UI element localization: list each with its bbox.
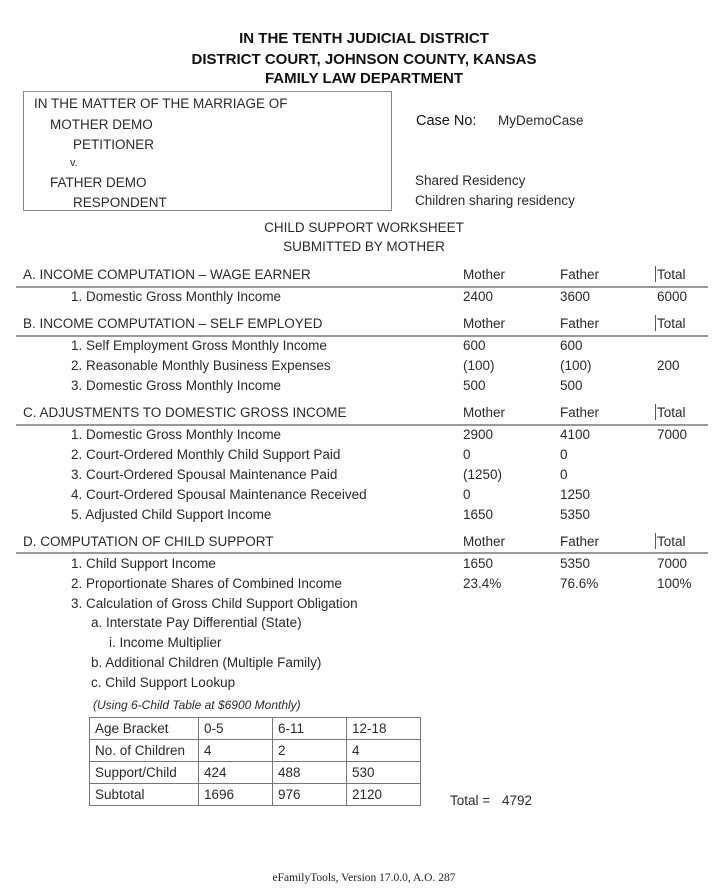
section-a-rule xyxy=(16,286,708,288)
table-cell: No. of Children xyxy=(90,740,199,762)
table-row xyxy=(90,762,421,784)
section-b-rule xyxy=(16,335,708,337)
col-total: Total xyxy=(657,267,686,282)
mother-value: 500 xyxy=(463,378,486,393)
lookup-total-value: 4792 xyxy=(502,793,533,808)
case-number-label: Case No: xyxy=(416,113,477,129)
worksheet-submitter: SUBMITTED BY MOTHER xyxy=(283,239,445,254)
father-value: 3600 xyxy=(560,289,591,304)
section-c-rule xyxy=(16,424,708,426)
mother-value: 2900 xyxy=(463,427,494,442)
table-row xyxy=(90,740,421,762)
worksheet-title: CHILD SUPPORT WORKSHEET xyxy=(264,220,464,235)
case-number-value: MyDemoCase xyxy=(498,113,584,128)
mother-value: (1250) xyxy=(463,467,503,482)
col-father: Father xyxy=(560,534,600,549)
table-cell: 976 xyxy=(273,784,347,806)
mother-value: 0 xyxy=(463,447,471,462)
mother-value: 23.4% xyxy=(463,576,502,591)
respondent-name: FATHER DEMO xyxy=(50,175,147,190)
row-label: 1. Domestic Gross Monthly Income xyxy=(71,289,282,304)
respondent-role: RESPONDENT xyxy=(73,195,167,210)
row-label: 2. Reasonable Monthly Business Expenses xyxy=(71,358,331,373)
table-row xyxy=(90,718,421,740)
row-label: 3. Calculation of Gross Child Support Obligation xyxy=(71,596,358,611)
father-value: 1250 xyxy=(560,487,591,502)
col-mother: Mother xyxy=(463,534,506,549)
father-value: (100) xyxy=(560,358,592,373)
father-value: 4100 xyxy=(560,427,591,442)
col-father: Father xyxy=(560,267,600,282)
mother-value: 1650 xyxy=(463,507,494,522)
row-label: 4. Court-Ordered Spousal Maintenance Received xyxy=(71,487,367,502)
section-d-title: D. COMPUTATION OF CHILD SUPPORT xyxy=(23,534,274,549)
total-value: 6000 xyxy=(657,289,688,304)
col-total: Total xyxy=(657,534,686,549)
table-cell: Subtotal xyxy=(90,784,199,806)
sub-item-c: c. Child Support Lookup xyxy=(91,675,236,690)
court-department: FAMILY LAW DEPARTMENT xyxy=(264,70,464,87)
child-support-lookup-table xyxy=(89,717,421,806)
mother-value: 1650 xyxy=(463,556,494,571)
section-c-title: C. ADJUSTMENTS TO DOMESTIC GROSS INCOME xyxy=(23,405,347,420)
col-father: Father xyxy=(560,316,600,331)
table-cell: 2120 xyxy=(347,784,421,806)
sub-item-a: a. Interstate Pay Differential (State) xyxy=(91,615,302,630)
versus: v. xyxy=(70,157,78,169)
total-value: 7000 xyxy=(657,427,688,442)
father-value: 0 xyxy=(560,447,568,462)
matter-heading: IN THE MATTER OF THE MARRIAGE OF xyxy=(34,96,288,111)
table-cell: Support/Child xyxy=(90,762,199,784)
row-label: 1. Domestic Gross Monthly Income xyxy=(71,427,282,442)
row-label: 2. Proportionate Shares of Combined Income xyxy=(71,576,342,591)
total-value: 100% xyxy=(657,576,692,591)
mother-value: (100) xyxy=(463,358,495,373)
lookup-table-note: (Using 6-Child Table at $6900 Monthly) xyxy=(93,698,301,712)
col-total: Total xyxy=(657,405,686,420)
table-cell: Age Bracket xyxy=(90,718,199,740)
table-row xyxy=(90,784,421,806)
total-value: 7000 xyxy=(657,556,688,571)
court-name: DISTRICT COURT, JOHNSON COUNTY, KANSAS xyxy=(191,51,537,68)
table-cell: 0-5 xyxy=(199,718,273,740)
col-mother: Mother xyxy=(463,405,506,420)
residency-type: Shared Residency xyxy=(415,173,526,188)
section-d-rule xyxy=(16,552,708,554)
row-label: 3. Court-Ordered Spousal Maintenance Paid xyxy=(71,467,338,482)
mother-value: 0 xyxy=(463,487,471,502)
column-divider xyxy=(655,404,656,420)
sub-item-b: b. Additional Children (Multiple Family) xyxy=(91,655,322,670)
mother-value: 2400 xyxy=(463,289,494,304)
row-label: 3. Domestic Gross Monthly Income xyxy=(71,378,282,393)
sub-item-i: i. Income Multiplier xyxy=(109,635,222,650)
col-mother: Mother xyxy=(463,267,506,282)
table-cell: 6-11 xyxy=(273,718,347,740)
table-cell: 2 xyxy=(273,740,347,762)
table-cell: 424 xyxy=(199,762,273,784)
father-value: 0 xyxy=(560,467,568,482)
col-father: Father xyxy=(560,405,600,420)
table-cell: 1696 xyxy=(199,784,273,806)
table-cell: 12-18 xyxy=(347,718,421,740)
petitioner-name: MOTHER DEMO xyxy=(50,117,153,132)
total-value: 200 xyxy=(657,358,680,373)
column-divider xyxy=(655,315,656,331)
section-b-title: B. INCOME COMPUTATION – SELF EMPLOYED xyxy=(23,316,323,331)
lookup-total-label: Total = xyxy=(450,793,491,808)
col-total: Total xyxy=(657,316,686,331)
table-cell: 488 xyxy=(273,762,347,784)
row-label: 2. Court-Ordered Monthly Child Support Paid xyxy=(71,447,341,462)
father-value: 5350 xyxy=(560,507,591,522)
table-cell: 4 xyxy=(347,740,421,762)
father-value: 76.6% xyxy=(560,576,599,591)
father-value: 600 xyxy=(560,338,583,353)
section-a-title: A. INCOME COMPUTATION – WAGE EARNER xyxy=(23,267,311,282)
table-cell: 4 xyxy=(199,740,273,762)
petitioner-role: PETITIONER xyxy=(73,137,155,152)
row-label: 5. Adjusted Child Support Income xyxy=(71,507,272,522)
row-label: 1. Child Support Income xyxy=(71,556,216,571)
father-value: 500 xyxy=(560,378,583,393)
residency-note: Children sharing residency xyxy=(415,193,575,208)
mother-value: 600 xyxy=(463,338,486,353)
father-value: 5350 xyxy=(560,556,591,571)
column-divider xyxy=(655,533,656,549)
table-cell: 530 xyxy=(347,762,421,784)
col-mother: Mother xyxy=(463,316,506,331)
court-district: IN THE TENTH JUDICIAL DISTRICT xyxy=(239,30,489,47)
footer-version: eFamilyTools, Version 17.0.0, A.O. 287 xyxy=(272,872,456,884)
row-label: 1. Self Employment Gross Monthly Income xyxy=(71,338,327,353)
column-divider xyxy=(655,266,656,282)
